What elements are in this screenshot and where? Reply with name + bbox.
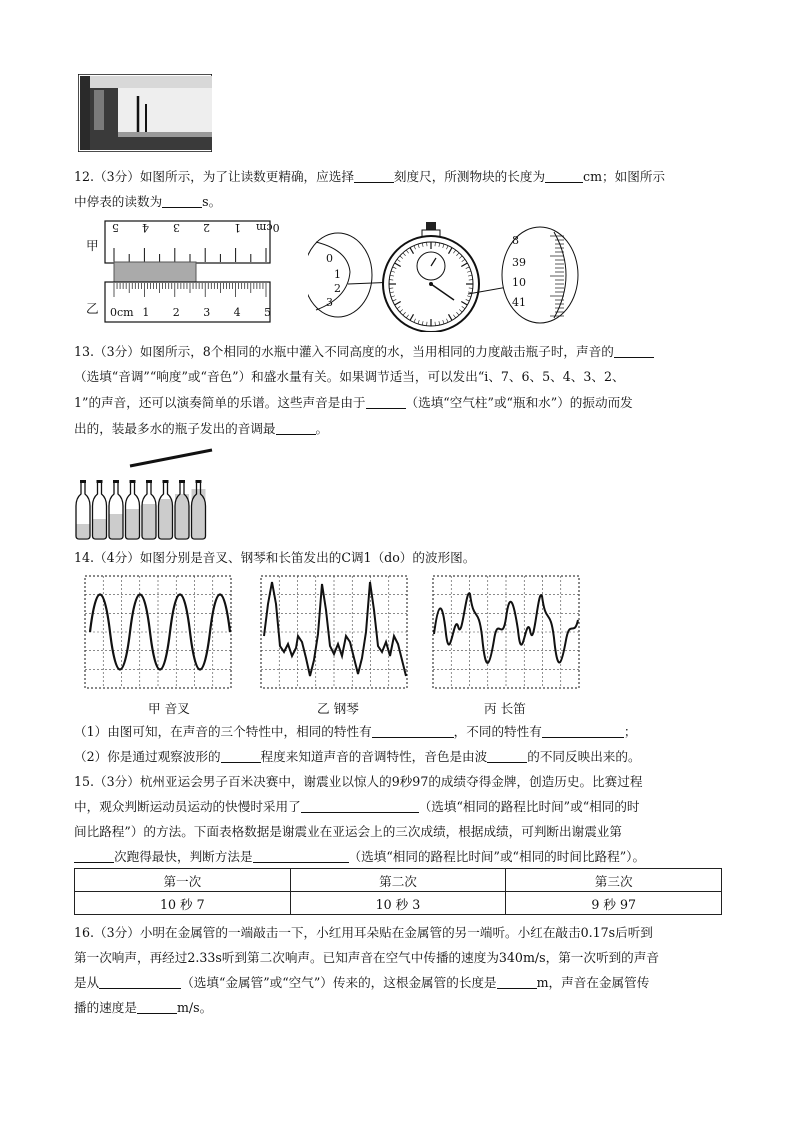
caption-tuning-fork: 甲 音叉 (148, 701, 190, 716)
table-header: 第三次 (506, 869, 722, 892)
ruler-b-tick-label: 4 (233, 306, 241, 319)
q15-blank-method[interactable] (301, 800, 419, 813)
ruler-a-tick-label: 3 (172, 221, 180, 234)
q12-line-1: 12.（3分）如图所示，为了让读数更精确，应选择 刻度尺，所测物块的长度为 cm；如图所示 (74, 169, 666, 184)
table-cell: 10 秒 3 (290, 892, 506, 915)
q16-line-3: 是从 （选填“金属管”或“空气”）传来的，这根金属管的长度是 m，声音在金属管传 (74, 975, 650, 990)
ruler-b-tick-label: 3 (203, 306, 211, 319)
q14-line-1: 14.（4分）如图分别是音叉、钢琴和长笛发出的C调1（do）的波形图。 (74, 550, 476, 565)
photo-fragment (78, 74, 212, 152)
stopwatch-left-tick-label: 0 (326, 252, 333, 265)
q16-line-1: 16.（3分）小明在金属管的一端敲击一下，小红用耳朵贴在金属管的另一端听。小红在敲击0.17s后听到 (74, 925, 653, 940)
q15-line-2: 中，观众判断运动员运动的快慢时采用了 （选填“相同的路程比时间”或“相同的时 (74, 799, 640, 814)
tuning-fork-waveform (90, 595, 230, 670)
stopwatch-right-tick-label: 10 (512, 276, 526, 289)
q15-blank-judge-method[interactable] (253, 850, 349, 863)
ruler-b-label: 乙 (86, 301, 99, 316)
ruler-b-tick-label: 5 (264, 306, 271, 319)
q16-line-4: 播的速度是 m/s。 (74, 1000, 213, 1015)
q13-blank-property[interactable] (614, 345, 654, 358)
ruler-b-tick-label: 1 (142, 306, 150, 319)
q12-blank-ruler-choice[interactable] (354, 170, 394, 183)
stopwatch-right-tick-label: 41 (512, 296, 526, 309)
stopwatch-left-tick-label: 2 (334, 282, 341, 295)
q15-line-4: 次跑得最快，判断方法是 （选填“相同的路程比时间”或“相同的时间比路程”）。 (74, 848, 724, 866)
scores-table (74, 868, 722, 915)
stopwatch-right-tick-label: 39 (512, 256, 526, 269)
piano-waveform (264, 582, 406, 676)
q14-blank-wave-shape[interactable] (487, 750, 527, 763)
waveforms-figure (84, 574, 580, 692)
ruler-a-tick-label: 4 (142, 221, 150, 234)
stopwatch-left-tick-label: 1 (334, 268, 341, 281)
q14-blank-same-property[interactable] (372, 725, 454, 738)
ruler-a-tick-label: 1 (233, 221, 241, 234)
caption-flute: 丙 长笛 (484, 701, 526, 716)
q13-blank-pitch[interactable] (276, 422, 316, 435)
q16-line-2: 第一次响声，再经过2.33s听到第二次响声。已知声音在空气中传播的速度为340m/s，第一次听到的声音 (74, 950, 659, 965)
q13-blank-vibration-source[interactable] (366, 396, 406, 409)
q14-blank-different-property[interactable] (542, 725, 624, 738)
q13-line-4: 出的，装最多水的瓶子发出的音调最 。 (74, 421, 329, 436)
table-row (75, 892, 722, 915)
q13-line-1: 13.（3分）如图所示，8个相同的水瓶中灌入不同高度的水，当用相同的力度敲击瓶子时，声音的 (74, 343, 724, 361)
q13-line-2: （选填“音调”“响度”或“音色”）和盛水量有关。如果调节适当，可以发出“i、7、6、5、4、3、2、 (74, 369, 625, 384)
ruler-b-tick-label: 2 (172, 306, 180, 319)
q13-line-3: 1”的声音，还可以演奏简单的乐谱。这些声音是由于 （选填“空气柱”或“瓶和水”）的振动而发 (74, 395, 633, 410)
table-cell: 10 秒 7 (75, 892, 291, 915)
q14-sub-1: （1）由图可知，在声音的三个特性中，相同的特性有 ，不同的特性有 ； (74, 724, 637, 739)
ruler-a-tick-label: 2 (203, 221, 211, 234)
stopwatch-right-tick-label: 8 (512, 234, 519, 247)
table-header: 第二次 (290, 869, 506, 892)
q15-line-1: 15.（3分）杭州亚运会男子百米决赛中，谢震业以惊人的9秒97的成绩夺得金牌，创造历史。比赛过程 (74, 774, 643, 789)
caption-piano: 乙 钢琴 (317, 701, 359, 716)
ruler-a-tick-label: 0cm (256, 221, 280, 234)
q15-line-3: 间比路程”）的方法。下面表格数据是谢震业在亚运会上的三次成绩，根据成绩，可判断出谢震业第 (74, 824, 622, 839)
ruler-a-label: 甲 (86, 238, 99, 253)
q16-blank-medium[interactable] (99, 976, 181, 989)
ruler-a-tick-label: 5 (112, 221, 119, 234)
q12-line-2: 中停表的读数为 s。 (74, 194, 222, 209)
q12-blank-stopwatch[interactable] (162, 195, 202, 208)
stopwatch-left-tick-label: 3 (326, 296, 333, 309)
ruler-b-tick-label: 0cm (110, 306, 134, 319)
stopwatch-figure (308, 222, 580, 332)
table-header: 第一次 (75, 869, 291, 892)
table-cell: 9 秒 97 (506, 892, 722, 915)
q12-blank-length[interactable] (545, 170, 583, 183)
bottles-figure (72, 444, 216, 542)
q16-blank-speed[interactable] (137, 1001, 177, 1014)
table-row (75, 869, 722, 892)
q14-sub-2: （2）你是通过观察波形的 程度来知道声音的音调特性，音色是由波 的不同反映出来的。 (74, 749, 641, 764)
q16-blank-length[interactable] (497, 976, 537, 989)
q15-blank-fastest-run[interactable] (74, 850, 114, 863)
q14-blank-wave-density[interactable] (221, 750, 261, 763)
